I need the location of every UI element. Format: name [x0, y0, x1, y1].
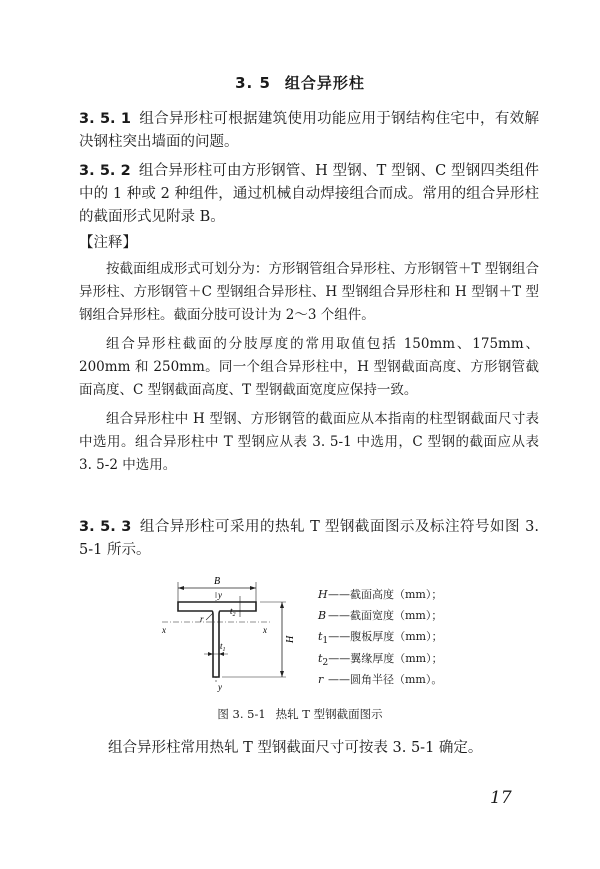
page-number: 17	[490, 788, 512, 808]
arrow-down-icon	[280, 671, 284, 677]
closing-paragraph: 组合异形柱常用热轧 T 型钢截面尺寸可按表 3. 5-1 确定。	[108, 740, 483, 756]
label-x-right: x	[263, 625, 267, 635]
legend-row: H——截面高度（mm）；	[318, 588, 443, 601]
arrow-left-icon	[178, 586, 184, 590]
arrow-right-icon	[250, 586, 256, 590]
clause-text: 组合异形柱可采用的热轧 T 型钢截面图示及标注符号如图 3. 5-1 所示。	[79, 519, 539, 558]
section-title-text: 组合异形柱	[284, 74, 365, 92]
note-paragraph: 组合异形柱中 H 型钢、方形钢管的截面应从本指南的柱型钢截面尺寸表中选用。组合异形柱中 T 型钢应从表 3. 5-1 中选用，C 型钢的截面应从表 3. 5-2 中选用。	[79, 411, 539, 473]
label-h: H	[285, 635, 296, 643]
section-title	[0, 72, 600, 93]
label-b: B	[214, 576, 221, 587]
r-leader-line	[206, 613, 213, 620]
t-section-shape	[178, 602, 256, 677]
label-t1: $t_1$	[220, 641, 226, 653]
clause-text: 组合异形柱可由方形钢管、H 型钢、T 型钢、C 型钢四类组件中的 1 种或 2 种组件，通过机械自动焊接组合而成。常用的组合异形柱的截面形式见附录 B。	[79, 163, 539, 225]
clause-text: 组合异形柱可根据建筑使用功能应用于钢结构住宅中，有效解决钢柱突出墙面的问题。	[79, 111, 539, 150]
arrow-up-icon	[280, 602, 284, 608]
clause-3-5-3	[79, 516, 539, 562]
clause-number: 3. 5. 2	[79, 163, 131, 179]
note-paragraph: 组合异形柱截面的分肢厚度的常用取值包括 150mm、175mm、200mm 和 250mm。同一个组合异形柱中，H 型钢截面高度、方形钢管截面高度、C 型钢截面高度、T 型钢截面宽度应保持一致。	[79, 336, 539, 398]
figure-caption	[0, 706, 600, 722]
legend-row: $t_1——$腹板厚度（mm）；	[318, 630, 443, 647]
figure-caption-text: 热轧 T 型钢截面图示	[275, 707, 383, 721]
label-y-top: y	[218, 590, 222, 600]
label-y-bottom: y	[218, 682, 222, 692]
legend-row: B ——截面宽度（mm）；	[318, 609, 443, 623]
clause-number: 3. 5. 3	[79, 519, 132, 535]
legend-row: r ——圆角半径（mm）。	[318, 672, 443, 686]
clause-number: 3. 5. 1	[79, 111, 132, 127]
note-paragraph: 按截面组成形式可划分为：方形钢管组合异形柱、方形钢管＋T 型钢组合异形柱、方形钢管＋C 型钢组合异形柱、H 型钢组合异形柱和 H 型钢＋T 型钢组合异形柱。截面分肢可设计为 2～3 个组件。	[79, 261, 539, 323]
label-x-left: x	[162, 625, 166, 635]
legend-row: $t_2——$翼缘厚度（mm）；	[318, 651, 443, 668]
clause-3-5-2	[79, 160, 539, 229]
clause-3-5-1	[79, 108, 539, 154]
figure-number: 图 3. 5-1	[217, 707, 266, 721]
note-heading: 【注释】	[79, 235, 137, 251]
t-section-figure	[160, 572, 310, 697]
label-t2: $t_2$	[230, 606, 236, 618]
section-number: 3. 5	[235, 74, 271, 92]
figure-legend	[318, 586, 443, 692]
label-r: r	[200, 614, 204, 624]
note-body	[79, 258, 539, 477]
